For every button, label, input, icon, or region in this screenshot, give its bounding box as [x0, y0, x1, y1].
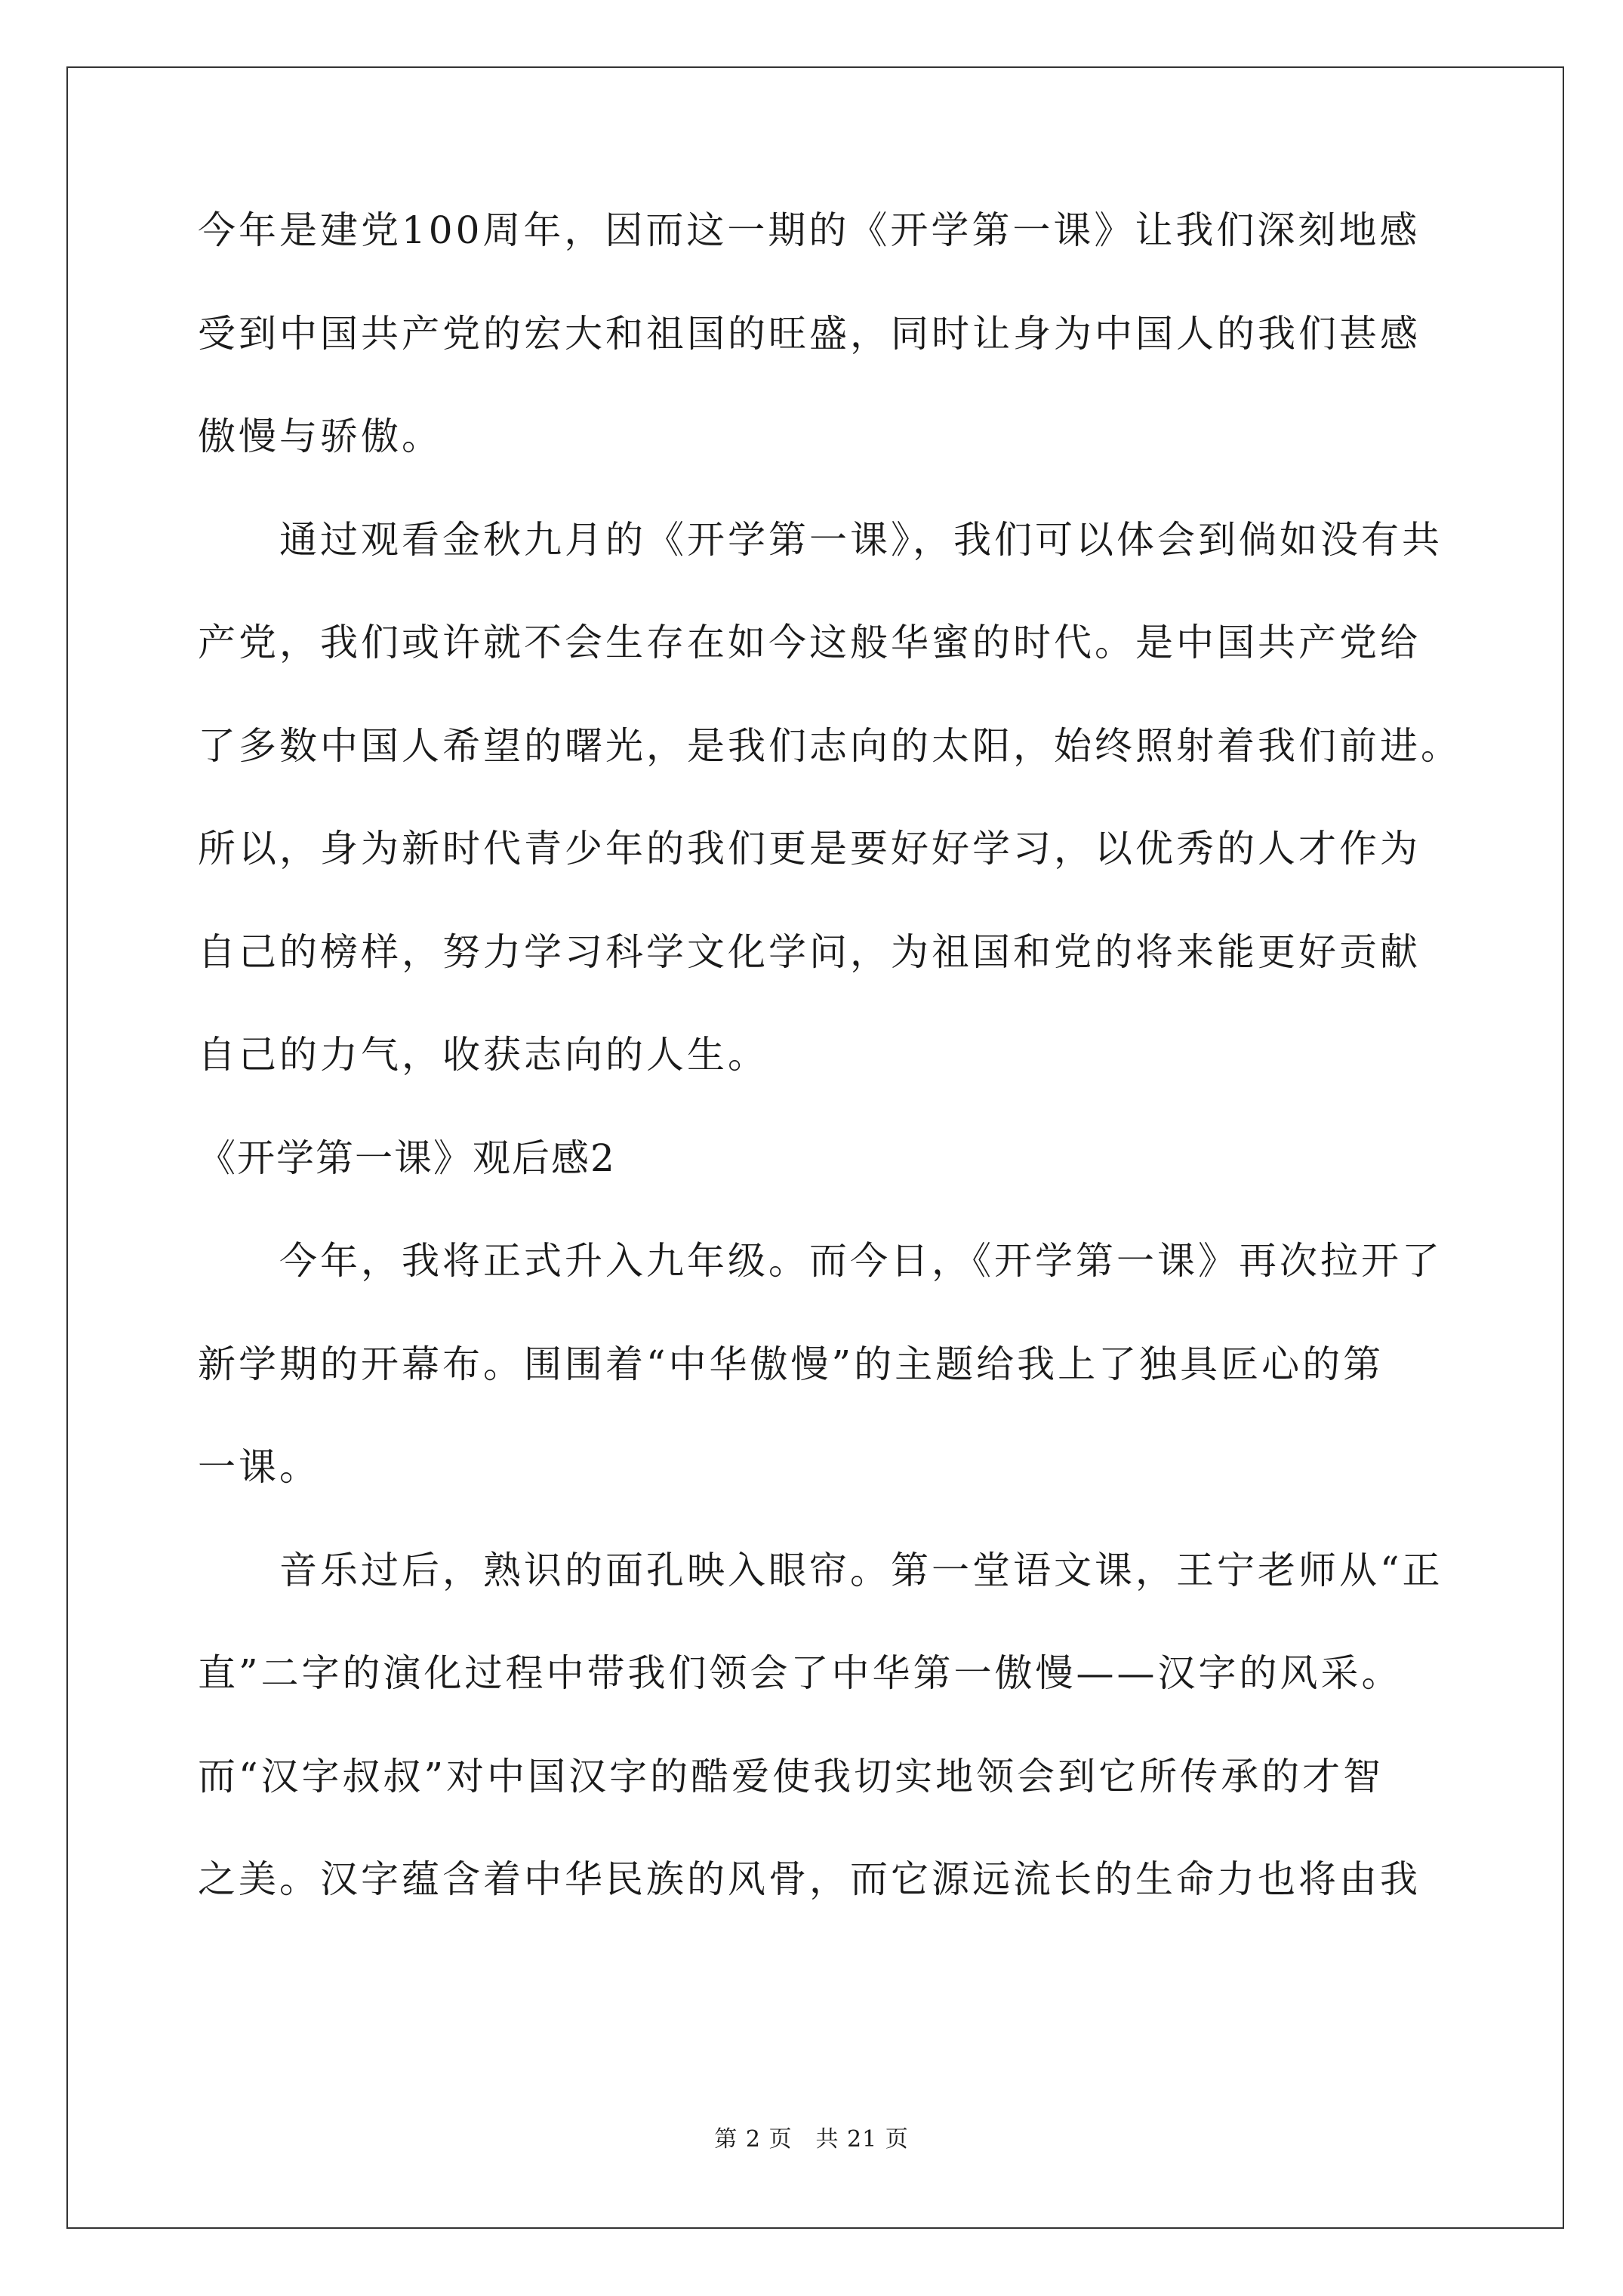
text-line: 傲慢与骄傲。: [198, 415, 442, 458]
text-line: 新学期的开幕布。围围着“中华傲慢”的主题给我上了独具匠心的第: [198, 1342, 1384, 1386]
text-line: 了多数中国人希望的曙光，是我们志向的太阳，始终照射着我们前进。: [198, 723, 1461, 768]
section-heading: 《开学第一课》观后感2: [198, 1136, 616, 1180]
text-line: 今年，我将正式升入九年级。而今日，《开学第一课》再次拉开了: [198, 1239, 1443, 1283]
text-line: 自己的榜样，努力学习科学文化学问，为祖国和党的将来能更好贡献: [198, 929, 1421, 974]
text-line: 通过观看金秋九月的《开学第一课》，我们可以体会到倘如没有共: [198, 517, 1443, 562]
text-line: 之美。汉字蕴含着中华民族的风骨，而它源远流长的生命力也将由我: [198, 1857, 1421, 1901]
text-line: 今年是建党100周年，因而这一期的《开学第一课》让我们深刻地感: [198, 208, 1421, 252]
page-number: 第 2 页 共 21 页: [714, 2126, 909, 2153]
text-line: 音乐过后，熟识的面孔映入眼帘。第一堂语文课，王宁老师从“正: [198, 1548, 1443, 1592]
text-line: 受到中国共产党的宏大和祖国的旺盛，同时让身为中国人的我们甚感: [198, 311, 1421, 356]
text-line: 一课。: [198, 1445, 320, 1489]
text-line: 而“汉字叔叔”对中国汉字的酷爱使我切实地领会到它所传承的才智: [198, 1754, 1384, 1798]
text-line: 所以，身为新时代青少年的我们更是要好好学习，以优秀的人才作为: [198, 827, 1421, 871]
text-line: 产党，我们或许就不会生存在如今这般华蜜的时代。是中国共产党给: [198, 621, 1421, 664]
text-line: 自己的力气，收获志向的人生。: [198, 1033, 768, 1077]
text-line: 直”二字的演化过程中带我们领会了中华第一傲慢——汉字的风采。: [198, 1651, 1403, 1695]
document-body: [198, 208, 1461, 1964]
